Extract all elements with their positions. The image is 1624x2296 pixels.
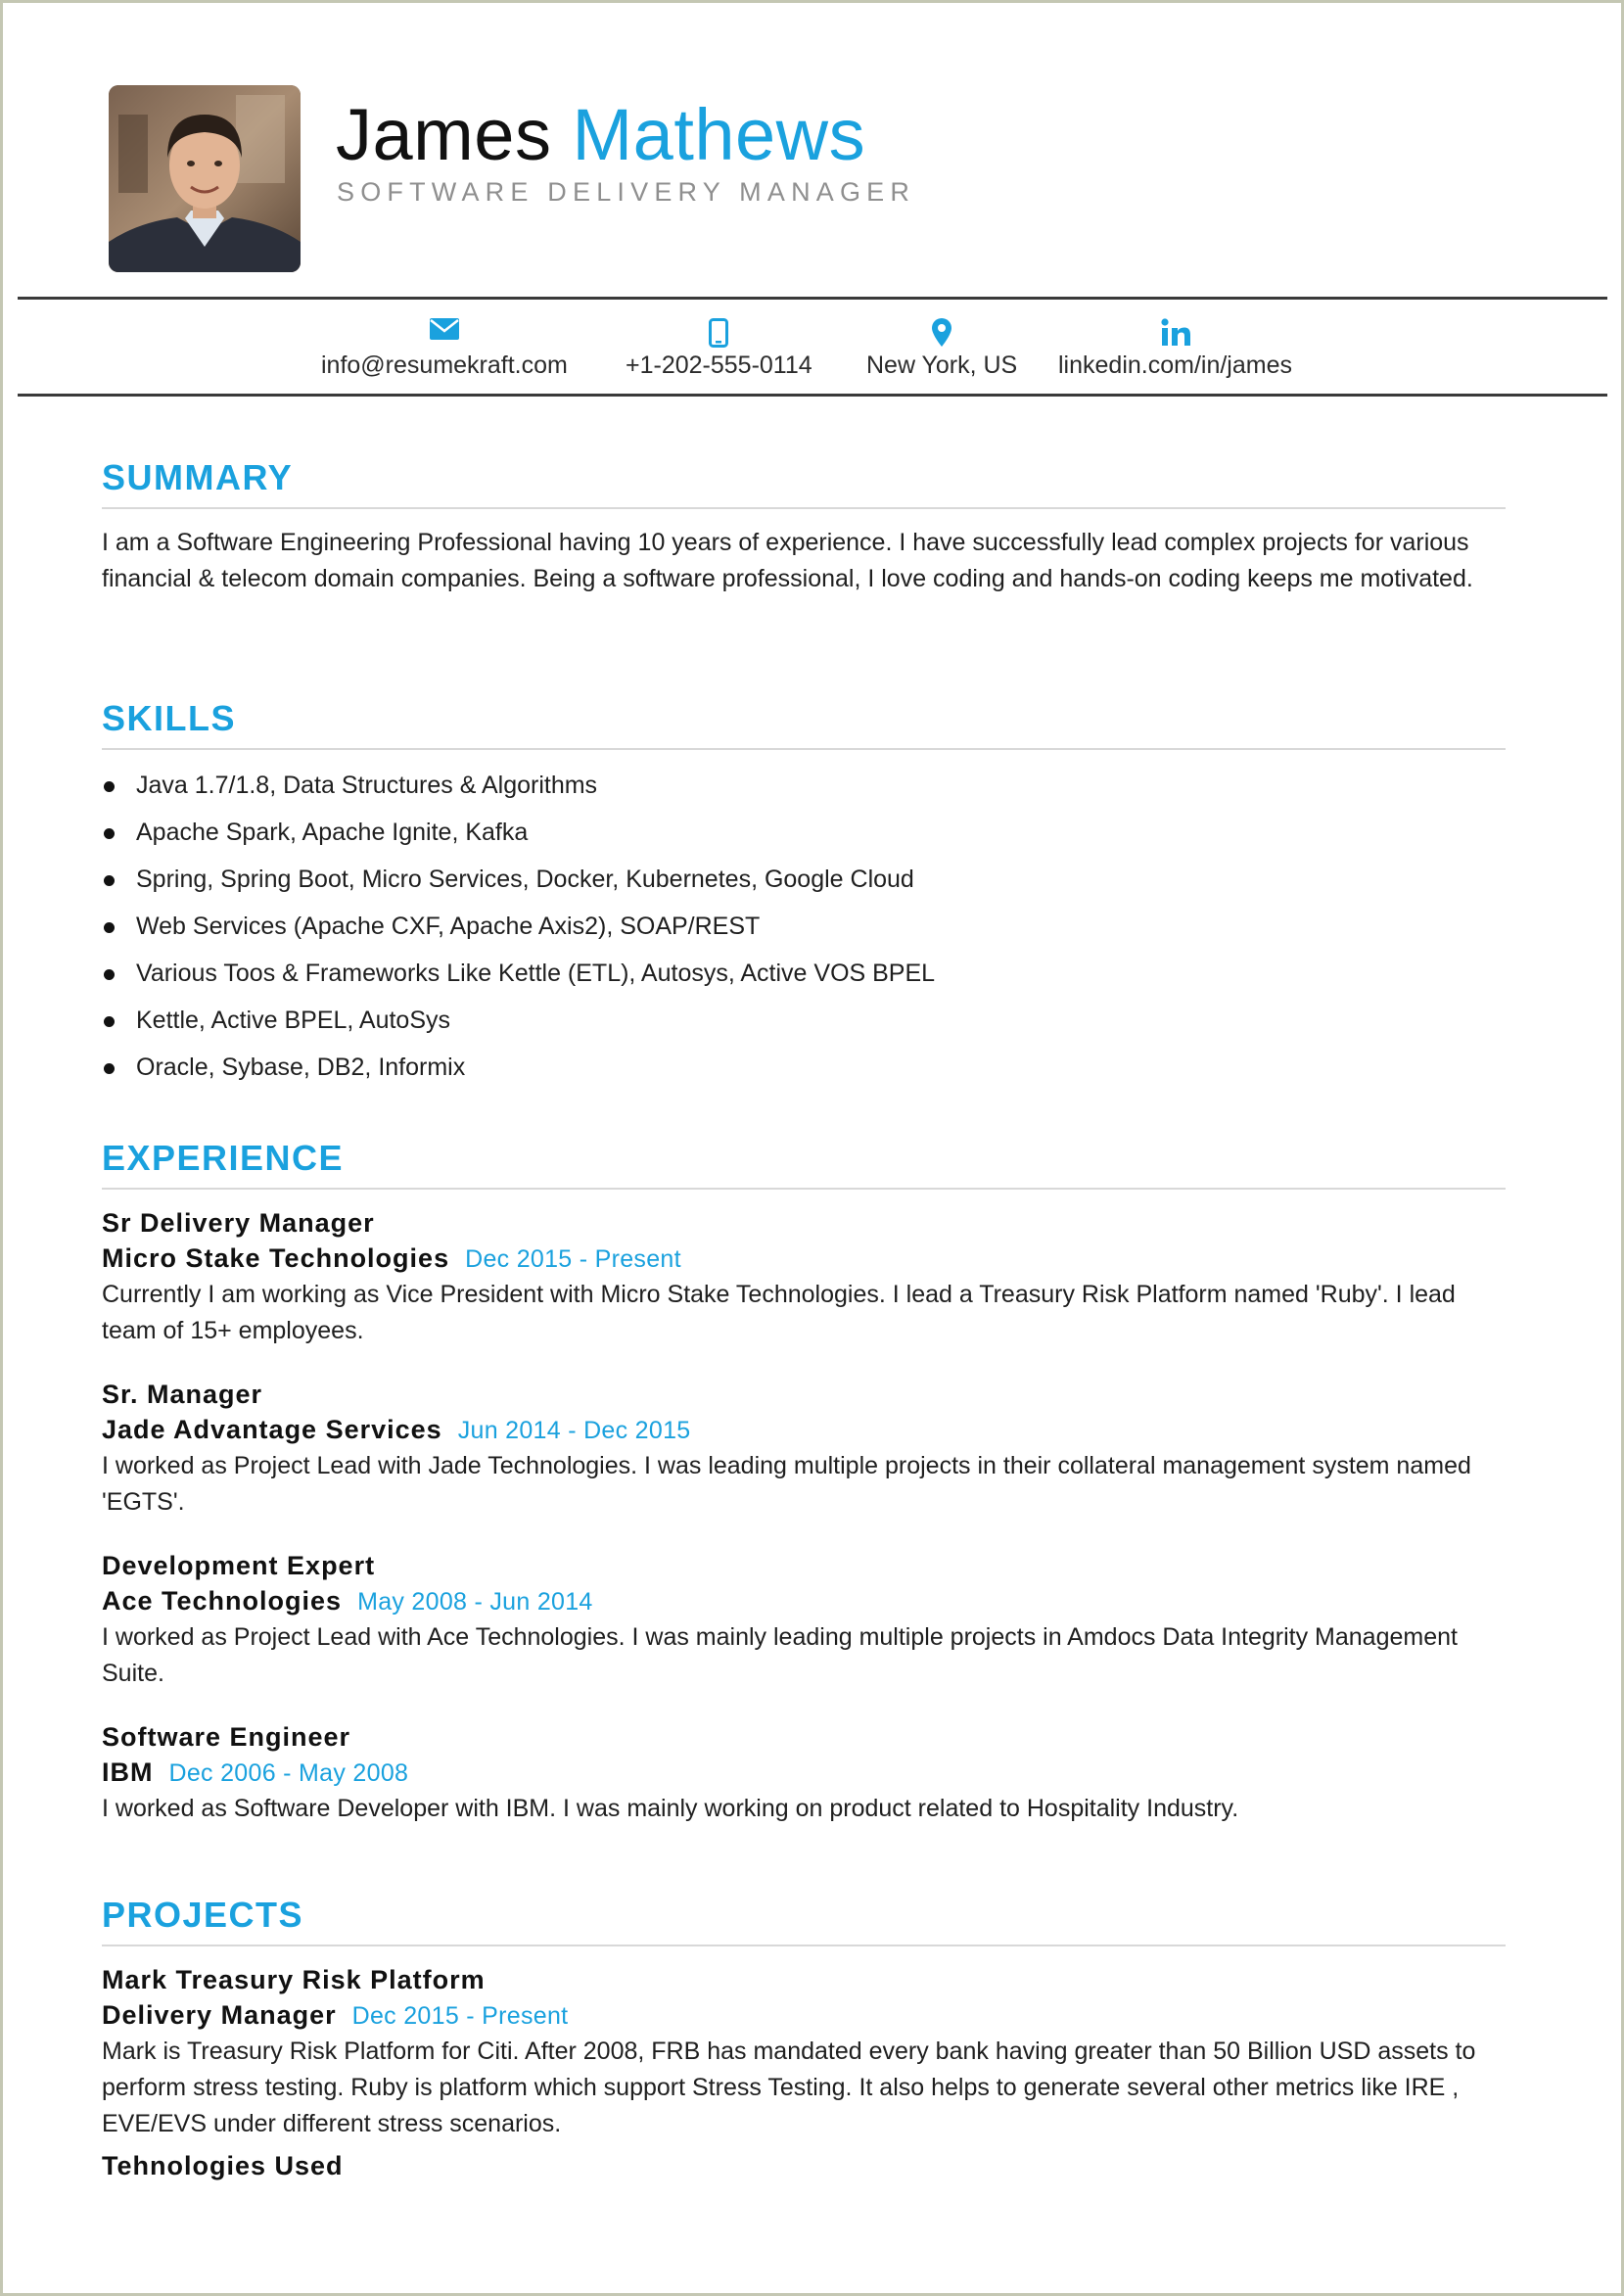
job-description: Currently I am working as Vice President with Micro Stake Technologies. I lead a Treasury Risk Platform named 'Ruby'. I lead team of 15+ employees. bbox=[102, 1281, 1456, 1344]
experience-heading: EXPERIENCE bbox=[102, 1138, 345, 1178]
list-item: Various Toos & Frameworks Like Kettle (ETL), Autosys, Active VOS BPEL bbox=[102, 953, 935, 1000]
job-dates: May 2008 - Jun 2014 bbox=[357, 1588, 593, 1616]
resume-page bbox=[3, 3, 1621, 2293]
location-text: New York, US bbox=[866, 351, 1018, 379]
list-item: Oracle, Sybase, DB2, Informix bbox=[102, 1047, 935, 1094]
job-title: SOFTWARE DELIVERY MANAGER bbox=[337, 177, 916, 207]
job-dates: Dec 2015 - Present bbox=[465, 1245, 681, 1273]
job-dates: Jun 2014 - Dec 2015 bbox=[457, 1417, 691, 1444]
job-role: Software Engineer bbox=[102, 1722, 351, 1752]
job-company: Jade Advantage Services bbox=[102, 1415, 442, 1444]
map-pin-icon bbox=[866, 318, 1017, 348]
job-org-line bbox=[102, 1412, 1511, 1448]
project-role-line bbox=[102, 1997, 1511, 2034]
skills-rule bbox=[102, 748, 1506, 750]
candidate-name bbox=[336, 93, 865, 177]
project-description: Mark is Treasury Risk Platform for Citi. After 2008, FRB has mandated every bank having greater than 50 Billion USD assets to perform stress testing. Ruby is platform which support Stress Testing. It also helps to generate several other metrics like IRE , EVE/EVS under different stress scenarios. bbox=[102, 2038, 1476, 2137]
project-role: Delivery Manager bbox=[102, 2000, 337, 2030]
project-name: Mark Treasury Risk Platform bbox=[102, 1965, 486, 1994]
phone-text: +1-202-555-0114 bbox=[626, 351, 812, 379]
linkedin-text: linkedin.com/in/james bbox=[1058, 351, 1292, 379]
contact-linkedin[interactable] bbox=[1058, 318, 1292, 380]
job-org-line bbox=[102, 1583, 1511, 1619]
contact-location[interactable] bbox=[866, 318, 1017, 380]
job-role: Sr Delivery Manager bbox=[102, 1208, 375, 1238]
profile-photo bbox=[109, 85, 301, 272]
summary-heading: SUMMARY bbox=[102, 457, 294, 497]
projects-heading: PROJECTS bbox=[102, 1895, 304, 1935]
job-org-line bbox=[102, 1241, 1511, 1277]
technologies-heading: Tehnologies Used bbox=[102, 2151, 344, 2180]
job-description: I worked as Software Developer with IBM. I was mainly working on product related to Hospitality Industry. bbox=[102, 1795, 1239, 1822]
list-item: Spring, Spring Boot, Micro Services, Docker, Kubernetes, Google Cloud bbox=[102, 859, 935, 906]
header-divider-top bbox=[18, 297, 1607, 300]
experience-entry bbox=[102, 1377, 1511, 1521]
list-item: Java 1.7/1.8, Data Structures & Algorithms bbox=[102, 765, 935, 812]
job-dates: Dec 2006 - May 2008 bbox=[168, 1759, 409, 1787]
list-item: Web Services (Apache CXF, Apache Axis2), SOAP/REST bbox=[102, 906, 935, 953]
linkedin-icon bbox=[1058, 318, 1292, 348]
job-company: Micro Stake Technologies bbox=[102, 1243, 450, 1273]
job-org-line bbox=[102, 1755, 1511, 1791]
experience-rule bbox=[102, 1188, 1506, 1190]
list-item: Kettle, Active BPEL, AutoSys bbox=[102, 1000, 935, 1047]
summary-rule bbox=[102, 507, 1506, 509]
job-description: I worked as Project Lead with Jade Technologies. I was leading multiple projects in their collateral management system named 'EGTS'. bbox=[102, 1452, 1471, 1516]
skills-list bbox=[102, 765, 935, 1094]
email-text: info@resumekraft.com bbox=[321, 351, 568, 379]
first-name: James bbox=[336, 94, 552, 175]
header-divider-bottom bbox=[18, 394, 1607, 397]
envelope-icon bbox=[321, 318, 568, 348]
job-role: Sr. Manager bbox=[102, 1380, 263, 1409]
project-dates: Dec 2015 - Present bbox=[351, 2002, 569, 2030]
job-company: IBM bbox=[102, 1757, 154, 1787]
job-company: Ace Technologies bbox=[102, 1586, 343, 1616]
phone-icon bbox=[626, 318, 812, 348]
contact-phone[interactable] bbox=[626, 318, 812, 380]
contact-email[interactable] bbox=[321, 318, 568, 380]
experience-entry bbox=[102, 1719, 1511, 1827]
project-entry bbox=[102, 1962, 1511, 2183]
job-description: I worked as Project Lead with Ace Technologies. I was mainly leading multiple projects in Amdocs Data Integrity Management Suite. bbox=[102, 1623, 1458, 1687]
list-item: Apache Spark, Apache Ignite, Kafka bbox=[102, 812, 935, 859]
skills-heading: SKILLS bbox=[102, 698, 237, 738]
experience-entry bbox=[102, 1548, 1511, 1692]
last-name: Mathews bbox=[572, 94, 866, 175]
job-role: Development Expert bbox=[102, 1551, 376, 1580]
experience-entry bbox=[102, 1205, 1511, 1349]
summary-text: I am a Software Engineering Professional having 10 years of experience. I have successfully lead complex projects for various financial & telecom domain companies. Being a software professional, I love coding and hands-on coding keeps me motivated. bbox=[102, 529, 1473, 592]
projects-rule bbox=[102, 1945, 1506, 1946]
